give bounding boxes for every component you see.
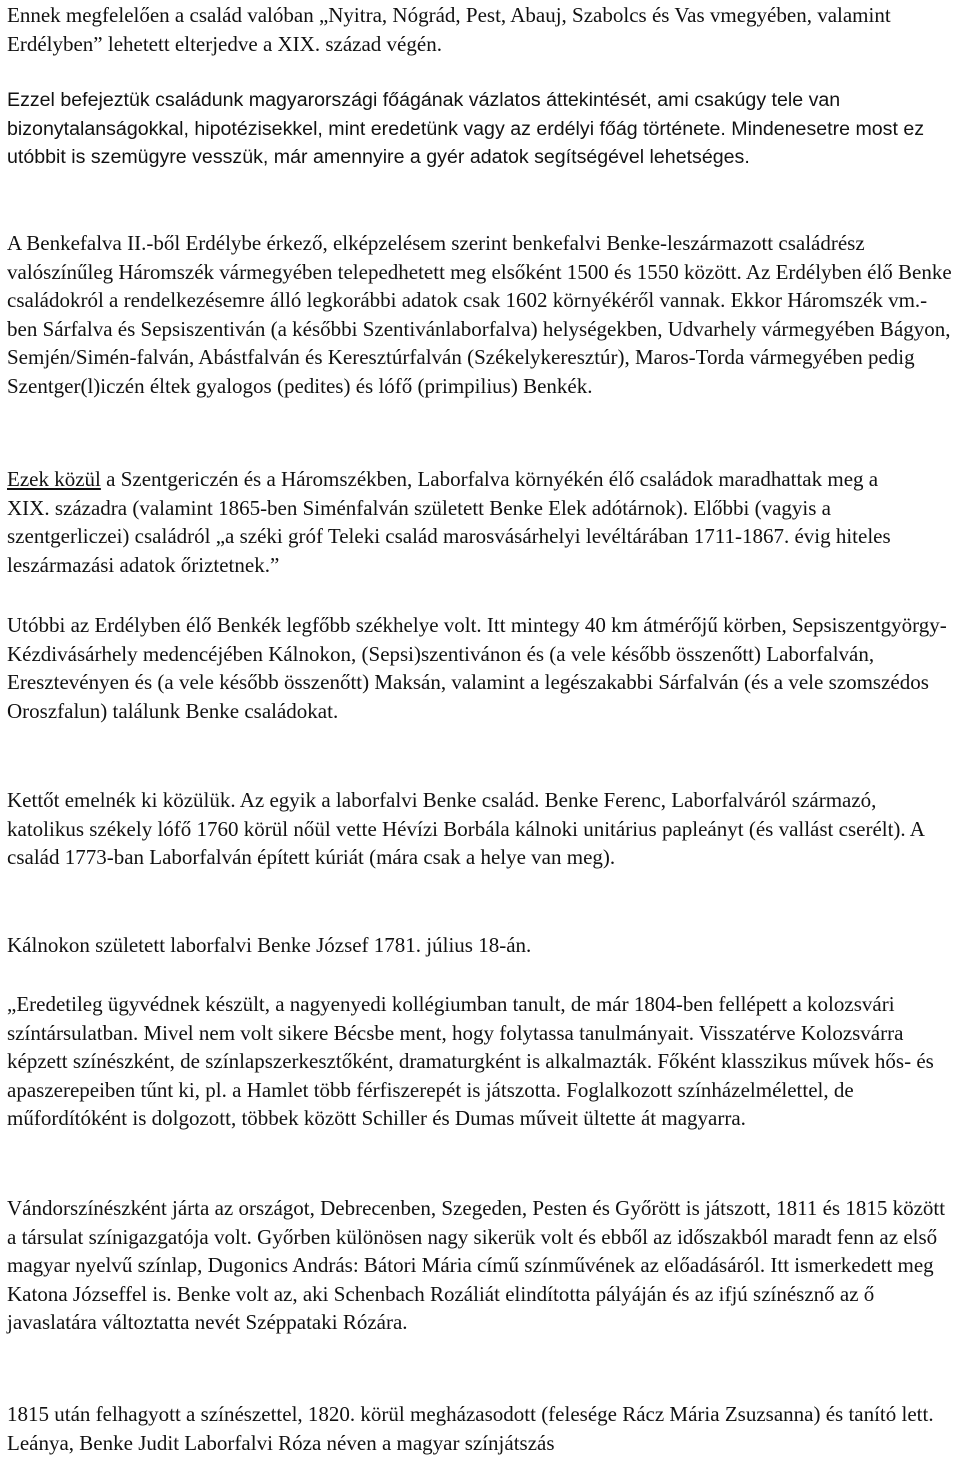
paragraph-benkefalva-ii: A Benkefalva II.-ből Erdélybe érkező, elképzelésem szerint benkefalvi Benke-leszármazott családrész valószínűleg Háromszék vármegyében telepedhetett meg elsőként 1500 és 1550 között. Az Erdélyben élő Benke családokról a rendelkezésemre álló legkorábbi adatok csak 1602 környékéről vannak. Ekkor Háromszék vm.-ben Sárfalva és Sepsiszentiván (a későbbi Szentivánlaborfalva) helységekben, Udvarhely vármegyében Bágyon, Semjén/Simén-falván, Abástfalván és Keresztúrfalván (Székelykeresztúr), Maros-Torda vármegyében pedig Szentger(l)iczén éltek gyalogos (pedites) és lófő (primpilius) Benkék.	[7, 231, 952, 398]
paragraph-quote-career: „Eredetileg ügyvédnek készült, a nagyenyedi kollégiumban tanult, de már 1804-ben fellépett a kolozsvári színtársulatban. Mivel nem volt sikere Bécsbe ment, hogy folytassa tanulmányait. Visszatérve Kolozsvárra képzett színészként, de színlapszerkesztőként, dramaturgként is alkalmazták. Főként klasszikus művek hős- és apaszerepeiben tűnt ki, pl. a Hamlet több férfiszerepét is játszotta. Foglalkozott színházelmélettel, de műfordítóként is dolgozott, többek között Schiller és Dumas műveit ültette át magyarra.	[7, 992, 934, 1131]
paragraph-surviving-families-text: a Szentgericzén és a Háromszékben, Laborfalva környékén élő családok maradhattak meg a XIX. századra (valamint 1865-ben Siménfalván született Benke Elek adótárnok). Előbbi (vagyis a szentgerliczei) családról „a széki gróf Teleki család marosvásárhelyi levéltárában 1711-1867. évig hiteles leszármazási adatok őriztetnek.”	[7, 467, 891, 577]
paragraph-laborfalvi-family: Kettőt emelnék ki közülük. Az egyik a laborfalvi Benke család. Benke Ferenc, Laborfalváról származó, katolikus székely lófő 1760 körül nőül vette Hévízi Borbála kálnoki unitárius papleányt (és vallást cserélt). A család 1773-ban Laborfalván épített kúriát (mára csak a helye van meg).	[7, 788, 924, 870]
paragraph-family-spread: Ennek megfelelően a család valóban „Nyitra, Nógrád, Pest, Abauj, Szabolcs és Vas vmegyében, valamint Erdélyben” lehetett elterjedve a XIX. század végén.	[7, 3, 891, 56]
paragraph-benke-jozsef-birth: Kálnokon született laborfalvi Benke József 1781. július 18-án.	[7, 933, 532, 957]
underlined-phrase: Ezek közül	[7, 467, 101, 491]
paragraph-transylvanian-branch-intro: Ezzel befejeztük családunk magyarországi főágának vázlatos áttekintését, ami csakúgy tele van bizonytalanságokkal, hipotézisekkel, mint eredetünk vagy az erdélyi főág története. Mindenesetre most ez utóbbit is szemügyre vesszük, már amennyire a gyér adatok segítségével lehetséges.	[7, 89, 925, 169]
paragraph-main-seat: Utóbbi az Erdélyben élő Benkék legfőbb székhelye volt. Itt mintegy 40 km átmérőjű körben, Sepsiszentgyörgy-Kézdivásárhely medencéjében Kálnokon, (Sepsi)szentivánon és (a vele később összenőtt) Laborfalván, Eresztevényen és (a vele később összenőtt) Maksán, valamint a legészakabbi Sárfalván (és a vele szomszédos Oroszfalun) találunk Benke családokat.	[7, 613, 947, 723]
paragraph-surviving-families	[7, 465, 912, 579]
paragraph-after-1815: 1815 után felhagyott a színészettel, 1820. körül megházasodott (felesége Rácz Mária Zsuzsanna) és tanító lett. Leánya, Benke Judit Laborfalvi Róza néven a magyar színjátszás	[7, 1402, 934, 1455]
paragraph-touring-actor: Vándorszínészként járta az országot, Debrecenben, Szegeden, Pesten és Győrött is játszott, 1811 és 1815 között a társulat színigazgatója volt. Győrben különösen nagy sikerük volt és ebből az időszakból maradt fenn az első magyar nyelvű színlap, Dugonics András: Bátori Mária című színművének az előadásáról. Itt ismerkedett meg Katona Józseffel is. Benke volt az, aki Schenbach Rozáliát elindította pályáján és az ifjú színésznő az ő javaslatára változtatta nevét Széppataki Rózára.	[7, 1196, 946, 1335]
